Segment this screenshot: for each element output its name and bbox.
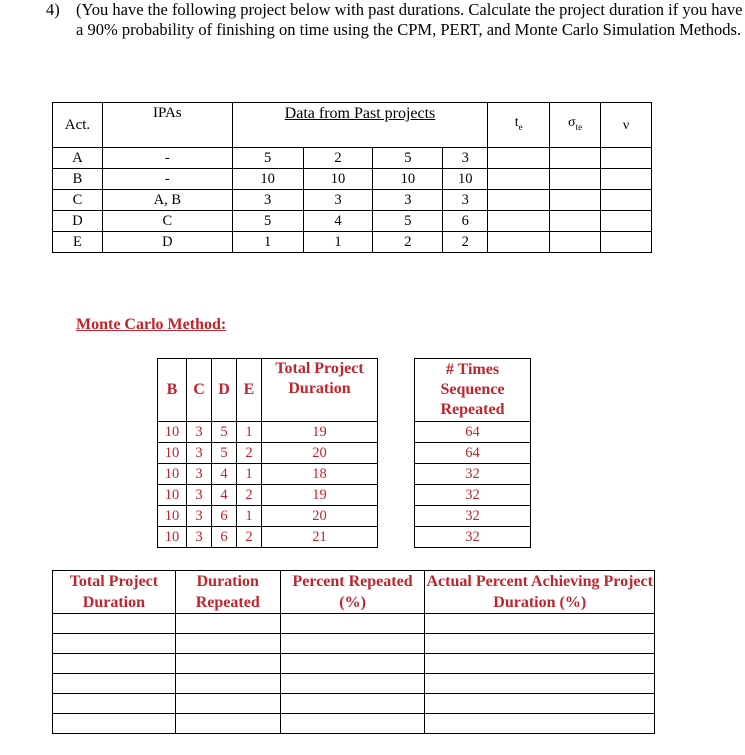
results-percent-cell[interactable] (280, 614, 425, 634)
mc-times-cell: 32 (415, 485, 531, 506)
past-value-cell: 2 (303, 148, 373, 169)
activity-cell: D (53, 211, 103, 232)
monte-carlo-table (157, 358, 531, 548)
table-row (53, 654, 655, 674)
ipa-cell: - (102, 148, 232, 169)
past-value-cell: 10 (373, 169, 443, 190)
sigma-te-cell (550, 169, 601, 190)
mc-d-cell: 6 (212, 527, 237, 548)
mc-b-cell: 10 (158, 485, 187, 506)
table-row (53, 674, 655, 694)
mc-c-cell: 3 (187, 422, 212, 443)
past-value-cell: 10 (443, 169, 488, 190)
table-row (53, 169, 652, 190)
ipa-cell: D (102, 232, 232, 253)
mc-times-cell: 32 (415, 464, 531, 485)
mc-d-cell: 6 (212, 506, 237, 527)
results-actual-cell[interactable] (425, 674, 655, 694)
te-cell (488, 148, 550, 169)
header-past-projects-label: Data from Past projects (284, 105, 436, 122)
past-value-cell: 3 (373, 190, 443, 211)
results-repeated-cell[interactable] (175, 634, 280, 654)
mc-times-cell: 64 (415, 422, 531, 443)
mc-e-cell: 1 (237, 464, 262, 485)
results-table (52, 570, 655, 734)
mc-times-cell: 32 (415, 506, 531, 527)
mc-header-times: # Times Sequence Repeated (415, 359, 531, 422)
header-act: Act. (53, 103, 103, 148)
mc-gap (378, 506, 415, 527)
past-value-cell: 5 (373, 211, 443, 232)
sigma-main: σ (568, 115, 576, 131)
header-nu: ν (601, 103, 652, 148)
past-value-cell: 5 (232, 211, 303, 232)
mc-e-cell: 1 (237, 506, 262, 527)
activity-cell: C (53, 190, 103, 211)
past-value-cell: 3 (232, 190, 303, 211)
mc-header-d: D (212, 359, 237, 422)
results-total-cell[interactable] (53, 694, 176, 714)
nu-cell (601, 190, 652, 211)
mc-times-cell: 64 (415, 443, 531, 464)
mc-total-cell: 20 (262, 506, 378, 527)
results-percent-cell[interactable] (280, 714, 425, 734)
results-total-cell[interactable] (53, 634, 176, 654)
sigma-sub: te (575, 121, 583, 132)
ipa-cell: - (102, 169, 232, 190)
table-row (53, 694, 655, 714)
results-actual-cell[interactable] (425, 614, 655, 634)
results-header-repeated: Duration Repeated (175, 571, 280, 614)
nu-cell (601, 169, 652, 190)
mc-times-cell: 32 (415, 527, 531, 548)
past-data-table (52, 102, 652, 253)
table-row (158, 443, 531, 464)
table-row (53, 211, 652, 232)
past-value-cell: 10 (232, 169, 303, 190)
header-ipas: IPAs (102, 103, 232, 148)
mc-e-cell: 2 (237, 443, 262, 464)
results-total-cell[interactable] (53, 674, 176, 694)
past-value-cell: 3 (303, 190, 373, 211)
table-row (158, 464, 531, 485)
mc-c-cell: 3 (187, 485, 212, 506)
results-actual-cell[interactable] (425, 654, 655, 674)
results-actual-cell[interactable] (425, 634, 655, 654)
past-value-cell: 6 (443, 211, 488, 232)
past-data-header-row (53, 103, 652, 148)
table-row (53, 634, 655, 654)
mc-b-cell: 10 (158, 527, 187, 548)
table-row (53, 190, 652, 211)
sigma-te-cell (550, 211, 601, 232)
question-text: (You have the following project below with past durations. Calculate the project duration if you have a 90% probability of finishing on time using the CPM, PERT, and Monte Carlo Simulation Methods. (76, 0, 743, 39)
nu-cell (601, 232, 652, 253)
sigma-te-cell (550, 190, 601, 211)
mc-total-cell: 18 (262, 464, 378, 485)
past-value-cell: 4 (303, 211, 373, 232)
results-repeated-cell[interactable] (175, 714, 280, 734)
mc-gap (378, 422, 415, 443)
te-cell (488, 232, 550, 253)
te-main: t (514, 115, 519, 131)
table-row (158, 422, 531, 443)
mc-b-cell: 10 (158, 506, 187, 527)
table-row (53, 232, 652, 253)
mc-gap (378, 464, 415, 485)
results-header-percent: Percent Repeated (%) (280, 571, 425, 614)
nu-cell (601, 148, 652, 169)
mc-e-cell: 2 (237, 485, 262, 506)
results-percent-cell[interactable] (280, 654, 425, 674)
nu-cell (601, 211, 652, 232)
past-value-cell: 1 (303, 232, 373, 253)
mc-c-cell: 3 (187, 443, 212, 464)
question-number: 4) (46, 0, 60, 19)
ipa-cell: C (102, 211, 232, 232)
results-percent-cell[interactable] (280, 634, 425, 654)
ipa-cell: A, B (102, 190, 232, 211)
header-past-projects (232, 103, 488, 148)
mc-gap (378, 527, 415, 548)
results-percent-cell[interactable] (280, 674, 425, 694)
results-header-row (53, 571, 655, 614)
results-repeated-cell[interactable] (175, 654, 280, 674)
results-total-cell[interactable] (53, 614, 176, 634)
te-cell (488, 211, 550, 232)
mc-gap (378, 359, 415, 422)
monte-carlo-title: Monte Carlo Method: (76, 316, 227, 333)
past-value-cell: 10 (303, 169, 373, 190)
mc-c-cell: 3 (187, 506, 212, 527)
results-actual-cell[interactable] (425, 714, 655, 734)
results-total-cell[interactable] (53, 714, 176, 734)
mc-header-total: Total Project Duration (262, 359, 378, 422)
past-value-cell: 1 (232, 232, 303, 253)
mc-header-b: B (158, 359, 187, 422)
mc-d-cell: 4 (212, 464, 237, 485)
activity-cell: E (53, 232, 103, 253)
table-row (53, 614, 655, 634)
activity-cell: B (53, 169, 103, 190)
mc-gap (378, 443, 415, 464)
results-repeated-cell[interactable] (175, 614, 280, 634)
past-value-cell: 5 (373, 148, 443, 169)
mc-total-cell: 19 (262, 485, 378, 506)
results-repeated-cell[interactable] (175, 674, 280, 694)
mc-b-cell: 10 (158, 464, 187, 485)
mc-d-cell: 4 (212, 485, 237, 506)
mc-c-cell: 3 (187, 464, 212, 485)
table-row (53, 714, 655, 734)
mc-header-c: C (187, 359, 212, 422)
table-row (53, 148, 652, 169)
mc-e-cell: 1 (237, 422, 262, 443)
results-header-total: Total Project Duration (53, 571, 176, 614)
results-percent-cell[interactable] (280, 694, 425, 714)
past-value-cell: 2 (443, 232, 488, 253)
mc-gap (378, 485, 415, 506)
mc-b-cell: 10 (158, 443, 187, 464)
monte-carlo-header-row (158, 359, 531, 422)
header-sigma-te (550, 103, 601, 148)
table-row (158, 485, 531, 506)
te-cell (488, 190, 550, 211)
mc-d-cell: 5 (212, 443, 237, 464)
header-te (488, 103, 550, 148)
past-value-cell: 3 (443, 148, 488, 169)
mc-b-cell: 10 (158, 422, 187, 443)
sigma-te-cell (550, 232, 601, 253)
past-value-cell: 2 (373, 232, 443, 253)
mc-total-cell: 21 (262, 527, 378, 548)
mc-total-cell: 20 (262, 443, 378, 464)
past-value-cell: 3 (443, 190, 488, 211)
results-total-cell[interactable] (53, 654, 176, 674)
te-sub: e (518, 121, 523, 132)
mc-d-cell: 5 (212, 422, 237, 443)
results-header-actual: Actual Percent Achieving Project Duration (%) (425, 571, 655, 614)
te-cell (488, 169, 550, 190)
past-value-cell: 5 (232, 148, 303, 169)
mc-c-cell: 3 (187, 527, 212, 548)
mc-total-cell: 19 (262, 422, 378, 443)
activity-cell: A (53, 148, 103, 169)
sigma-te-cell (550, 148, 601, 169)
table-row (158, 527, 531, 548)
results-repeated-cell[interactable] (175, 694, 280, 714)
table-row (158, 506, 531, 527)
mc-header-e: E (237, 359, 262, 422)
mc-e-cell: 2 (237, 527, 262, 548)
results-actual-cell[interactable] (425, 694, 655, 714)
